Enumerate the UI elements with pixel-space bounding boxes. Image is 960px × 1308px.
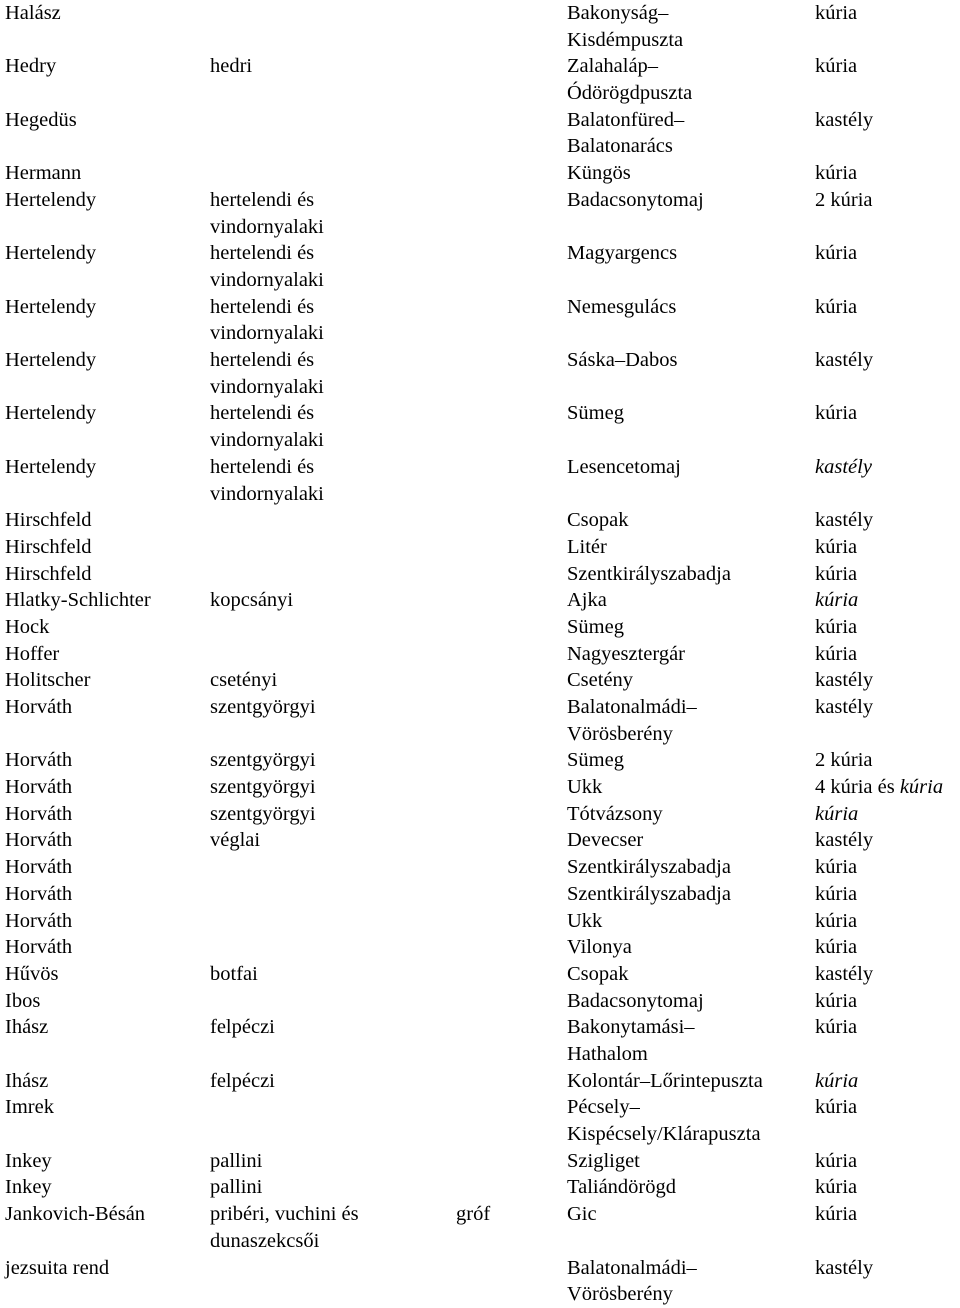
family-name: Hertelendy	[5, 295, 97, 318]
place	[567, 240, 677, 267]
place-line: Balatonfüred–	[567, 108, 685, 131]
building-type-text: kúria	[815, 2, 858, 24]
family-name: Hertelendy	[5, 242, 97, 265]
place-line: Csopak	[567, 509, 629, 532]
predicate	[210, 1174, 262, 1201]
place-line: Kispécsely/Klárapuszta	[567, 1123, 761, 1146]
place-line: Ódörögdpuszta	[567, 82, 693, 105]
building-type	[815, 908, 857, 935]
predicate-line: dunaszekcsői	[210, 1229, 320, 1252]
place-line: Szigliget	[567, 1149, 640, 1172]
predicate	[210, 454, 324, 507]
family-name: Hertelendy	[5, 402, 97, 425]
building-type	[815, 0, 857, 27]
table-row	[0, 908, 960, 935]
predicate	[210, 187, 324, 240]
predicate	[210, 774, 316, 801]
table-row	[0, 747, 960, 774]
predicate-line: hertelendi és	[210, 349, 315, 372]
place	[567, 694, 697, 747]
place	[567, 988, 704, 1015]
predicate-line: felpéczi	[210, 1069, 275, 1092]
place	[567, 187, 704, 214]
family-name: Hirschfeld	[5, 509, 92, 532]
building-type	[815, 1148, 857, 1175]
building-type-text: kúria	[815, 535, 858, 558]
place-line: Szentkirályszabadja	[567, 856, 731, 879]
building-type-text: kúria	[815, 55, 858, 78]
place-line: Badacsonytomaj	[567, 188, 704, 211]
table-row	[0, 0, 960, 53]
place	[567, 667, 633, 694]
building-type	[815, 934, 857, 961]
building-type-text: kúria	[815, 642, 858, 665]
place-line: Kisdémpuszta	[567, 28, 684, 51]
place	[567, 1068, 763, 1095]
building-type-text: kúria	[815, 1149, 858, 1172]
place	[567, 294, 676, 321]
predicate-line: vindornyalaki	[210, 268, 324, 291]
predicate-line: szentgyörgyi	[210, 749, 316, 772]
table-row	[0, 1201, 960, 1254]
predicate-line: hertelendi és	[210, 188, 315, 211]
family-name: Hertelendy	[5, 188, 97, 211]
building-type	[815, 881, 857, 908]
place-line: Litér	[567, 535, 607, 558]
place-line: Balatonalmádi–	[567, 696, 697, 719]
family-name: jezsuita rend	[5, 1256, 110, 1279]
place	[567, 827, 643, 854]
table-row	[0, 1255, 960, 1308]
building-type	[815, 801, 858, 828]
place-line: Devecser	[567, 829, 644, 852]
predicate	[210, 587, 293, 614]
family-name: Hűvös	[5, 962, 59, 985]
place	[567, 400, 624, 427]
family-name: Horváth	[5, 802, 73, 825]
family-name: Horváth	[5, 882, 73, 905]
table-row	[0, 854, 960, 881]
place-line: Vilonya	[567, 936, 632, 959]
family-name: Hertelendy	[5, 455, 97, 478]
building-type-text: kúria	[815, 882, 858, 905]
family-name: Hertelendy	[5, 349, 97, 372]
building-type	[815, 400, 857, 427]
predicate	[210, 53, 252, 80]
place-line: Pécsely–	[567, 1096, 640, 1119]
place	[567, 908, 602, 935]
building-type	[815, 641, 857, 668]
building-type-text: kúria	[815, 936, 858, 959]
family-name: Horváth	[5, 936, 73, 959]
building-type-italic: kúria	[815, 1069, 859, 1092]
table-row	[0, 774, 960, 801]
building-type	[815, 107, 873, 134]
place	[567, 1148, 640, 1175]
predicate	[210, 1148, 262, 1175]
place-line: Csetény	[567, 669, 634, 692]
table-row	[0, 160, 960, 187]
place-line: Szentkirályszabadja	[567, 882, 731, 905]
place-line: Ukk	[567, 776, 603, 799]
place-line: Vörösberény	[567, 1283, 673, 1306]
table-row	[0, 1014, 960, 1067]
place-line: Kolontár–Lőrintepuszta	[567, 1069, 763, 1092]
predicate-line: vindornyalaki	[210, 375, 324, 398]
family-name: Ihász	[5, 1016, 49, 1039]
place-line: Ukk	[567, 909, 603, 932]
building-type-text: kastély	[815, 108, 874, 131]
family-name: Hirschfeld	[5, 535, 92, 558]
table-row	[0, 881, 960, 908]
table-row	[0, 1148, 960, 1175]
table-row	[0, 240, 960, 293]
building-type-text: kúria	[815, 1096, 858, 1119]
family-name: Horváth	[5, 749, 73, 772]
table-row	[0, 534, 960, 561]
building-type-text: kastély	[815, 509, 874, 532]
family-name: Inkey	[5, 1176, 52, 1199]
table-row	[0, 1174, 960, 1201]
predicate	[210, 1068, 275, 1095]
place-line: Zalahaláp–	[567, 55, 659, 78]
place-line: Nagyesztergár	[567, 642, 686, 665]
place	[567, 774, 602, 801]
predicate-line: véglai	[210, 829, 261, 852]
building-type	[815, 534, 857, 561]
building-type	[815, 961, 873, 988]
building-type-text: kúria	[815, 1176, 858, 1199]
place-line: Gic	[567, 1203, 597, 1226]
place	[567, 160, 631, 187]
predicate	[210, 1014, 275, 1041]
family-name: Hlatky-Schlichter	[5, 589, 151, 612]
building-type-text: kúria	[815, 1203, 858, 1226]
place	[567, 534, 607, 561]
building-type-text: kúria	[815, 1016, 858, 1039]
predicate-line: vindornyalaki	[210, 322, 324, 345]
predicate	[210, 827, 260, 854]
place	[567, 1174, 676, 1201]
table-row	[0, 988, 960, 1015]
place	[567, 507, 629, 534]
place	[567, 641, 685, 668]
building-type	[815, 347, 873, 374]
place	[567, 881, 731, 908]
building-type	[815, 774, 943, 801]
predicate-line: pallini	[210, 1176, 263, 1199]
building-type-text: kúria	[815, 162, 858, 185]
place-line: Csopak	[567, 962, 629, 985]
family-name: Horváth	[5, 696, 73, 719]
table-row	[0, 187, 960, 240]
place	[567, 561, 731, 588]
table-row	[0, 961, 960, 988]
predicate	[210, 400, 324, 453]
table-row	[0, 347, 960, 400]
table-row	[0, 53, 960, 106]
place-line: Sümeg	[567, 749, 624, 772]
predicate	[210, 694, 316, 721]
family-name: Hermann	[5, 162, 82, 185]
place-line: Bakonyság–	[567, 2, 669, 24]
place	[567, 801, 663, 828]
building-type-text: 2 kúria	[815, 749, 873, 772]
table-row	[0, 1068, 960, 1095]
place	[567, 53, 692, 106]
table-row	[0, 294, 960, 347]
place-line: Tótvázsony	[567, 802, 663, 825]
place	[567, 934, 632, 961]
family-name: Hedry	[5, 55, 57, 78]
place-line: Sáska–Dabos	[567, 349, 678, 372]
place-line: Balatonalmádi–	[567, 1256, 697, 1279]
rank: gróf	[456, 1203, 491, 1226]
building-type-text: kastély	[815, 669, 874, 692]
predicate-line: kopcsányi	[210, 589, 294, 612]
family-name: Hegedüs	[5, 108, 77, 131]
place	[567, 1255, 697, 1308]
building-type-text: kastély	[815, 962, 874, 985]
building-type	[815, 1255, 873, 1282]
family-name: Ibos	[5, 989, 41, 1012]
building-type-text: kastély	[815, 696, 874, 719]
place-line: Nemesgulács	[567, 295, 677, 318]
place-line: Ajka	[567, 589, 607, 612]
predicate-line: vindornyalaki	[210, 429, 324, 452]
predicate	[210, 1201, 359, 1254]
table-row	[0, 667, 960, 694]
building-type	[815, 187, 873, 214]
predicate-line: pallini	[210, 1149, 263, 1172]
predicate-line: hertelendi és	[210, 402, 315, 425]
predicate-line: botfai	[210, 962, 258, 985]
building-type-text: kastély	[815, 349, 874, 372]
table-row	[0, 587, 960, 614]
family-name: Imrek	[5, 1096, 54, 1119]
place	[567, 614, 624, 641]
place	[567, 854, 731, 881]
table-row	[0, 827, 960, 854]
predicate-line: szentgyörgyi	[210, 802, 316, 825]
building-type-text: kúria	[815, 615, 858, 638]
building-type-text: kastély	[815, 829, 874, 852]
family-name: Inkey	[5, 1149, 52, 1172]
family-name: Jankovich-Bésán	[5, 1203, 146, 1226]
building-type-text: 4 kúria és	[815, 776, 900, 799]
place	[567, 587, 607, 614]
predicate	[210, 347, 324, 400]
place	[567, 1201, 597, 1228]
family-name: Horváth	[5, 909, 73, 932]
building-type-text: kúria	[815, 242, 858, 265]
building-type	[815, 988, 857, 1015]
building-type	[815, 747, 873, 774]
predicate-line: pribéri, vuchini és	[210, 1203, 359, 1226]
place	[567, 747, 624, 774]
table-row	[0, 400, 960, 453]
predicate-line: csetényi	[210, 669, 278, 692]
predicate-line: szentgyörgyi	[210, 696, 316, 719]
table-row	[0, 107, 960, 160]
building-type	[815, 1094, 857, 1121]
table-row	[0, 561, 960, 588]
place-line: Lesencetomaj	[567, 455, 681, 478]
building-type	[815, 160, 857, 187]
place-line: Badacsonytomaj	[567, 989, 704, 1012]
building-type	[815, 294, 857, 321]
building-type	[815, 614, 857, 641]
building-type	[815, 240, 857, 267]
place	[567, 1094, 761, 1147]
family-name: Holitscher	[5, 669, 91, 692]
family-name: Horváth	[5, 829, 73, 852]
building-type-text: kúria	[815, 856, 858, 879]
place	[567, 0, 683, 53]
predicate-line: hedri	[210, 55, 253, 78]
table-row	[0, 454, 960, 507]
building-type	[815, 53, 857, 80]
place-line: Vörösberény	[567, 722, 673, 745]
place-line: Sümeg	[567, 402, 624, 425]
table-row	[0, 641, 960, 668]
predicate	[210, 747, 316, 774]
place-line: Küngös	[567, 162, 631, 185]
building-type-text: kúria	[815, 402, 858, 425]
building-type	[815, 854, 857, 881]
predicate-line: hertelendi és	[210, 455, 315, 478]
building-type	[815, 1014, 857, 1041]
table-row	[0, 507, 960, 534]
building-type	[815, 1201, 857, 1228]
place-line: Bakonytamási–	[567, 1016, 695, 1039]
building-type-text: kúria	[815, 989, 858, 1012]
building-type	[815, 1068, 858, 1095]
family-name: Horváth	[5, 856, 73, 879]
building-type	[815, 454, 872, 481]
place-line: Sümeg	[567, 615, 624, 638]
place-line: Balatonarács	[567, 135, 673, 158]
building-type	[815, 507, 873, 534]
family-name: Halász	[5, 2, 61, 24]
predicate-line: hertelendi és	[210, 295, 315, 318]
building-type-italic: kastély	[815, 455, 872, 478]
family-name: Ihász	[5, 1069, 49, 1092]
predicate-line: vindornyalaki	[210, 215, 324, 238]
table-row	[0, 934, 960, 961]
predicate	[210, 961, 258, 988]
building-type	[815, 667, 873, 694]
building-type-text: kúria	[815, 562, 858, 585]
place	[567, 454, 681, 481]
building-type-text: 2 kúria	[815, 188, 873, 211]
place-line: Magyargencs	[567, 242, 678, 265]
building-type-italic: kúria	[815, 589, 859, 612]
predicate	[210, 240, 324, 293]
predicate	[210, 801, 316, 828]
predicate-line: hertelendi és	[210, 242, 315, 265]
building-type	[815, 587, 858, 614]
family-name: Hoffer	[5, 642, 60, 665]
building-type	[815, 827, 873, 854]
table-row	[0, 801, 960, 828]
predicate	[210, 294, 324, 347]
family-name: Hock	[5, 615, 50, 638]
building-type	[815, 561, 857, 588]
place	[567, 961, 629, 988]
building-type-text: kúria	[815, 295, 858, 318]
place	[567, 1014, 695, 1067]
place	[567, 347, 677, 374]
table-row	[0, 614, 960, 641]
table-row	[0, 694, 960, 747]
building-type-text: kastély	[815, 1256, 874, 1279]
building-type-italic: kúria	[815, 802, 859, 825]
table-row	[0, 1094, 960, 1147]
predicate	[210, 667, 277, 694]
building-type	[815, 694, 873, 721]
family-name: Hirschfeld	[5, 562, 92, 585]
building-type-text: kúria	[815, 909, 858, 932]
predicate-line: vindornyalaki	[210, 482, 324, 505]
place-line: Hathalom	[567, 1042, 648, 1065]
family-name: Horváth	[5, 776, 73, 799]
predicate-line: szentgyörgyi	[210, 776, 316, 799]
building-type-italic: kúria	[899, 776, 944, 799]
place	[567, 107, 684, 160]
building-type	[815, 1174, 857, 1201]
predicate-line: felpéczi	[210, 1016, 275, 1039]
place-line: Szentkirályszabadja	[567, 562, 731, 585]
place-line: Taliándörögd	[567, 1176, 677, 1199]
